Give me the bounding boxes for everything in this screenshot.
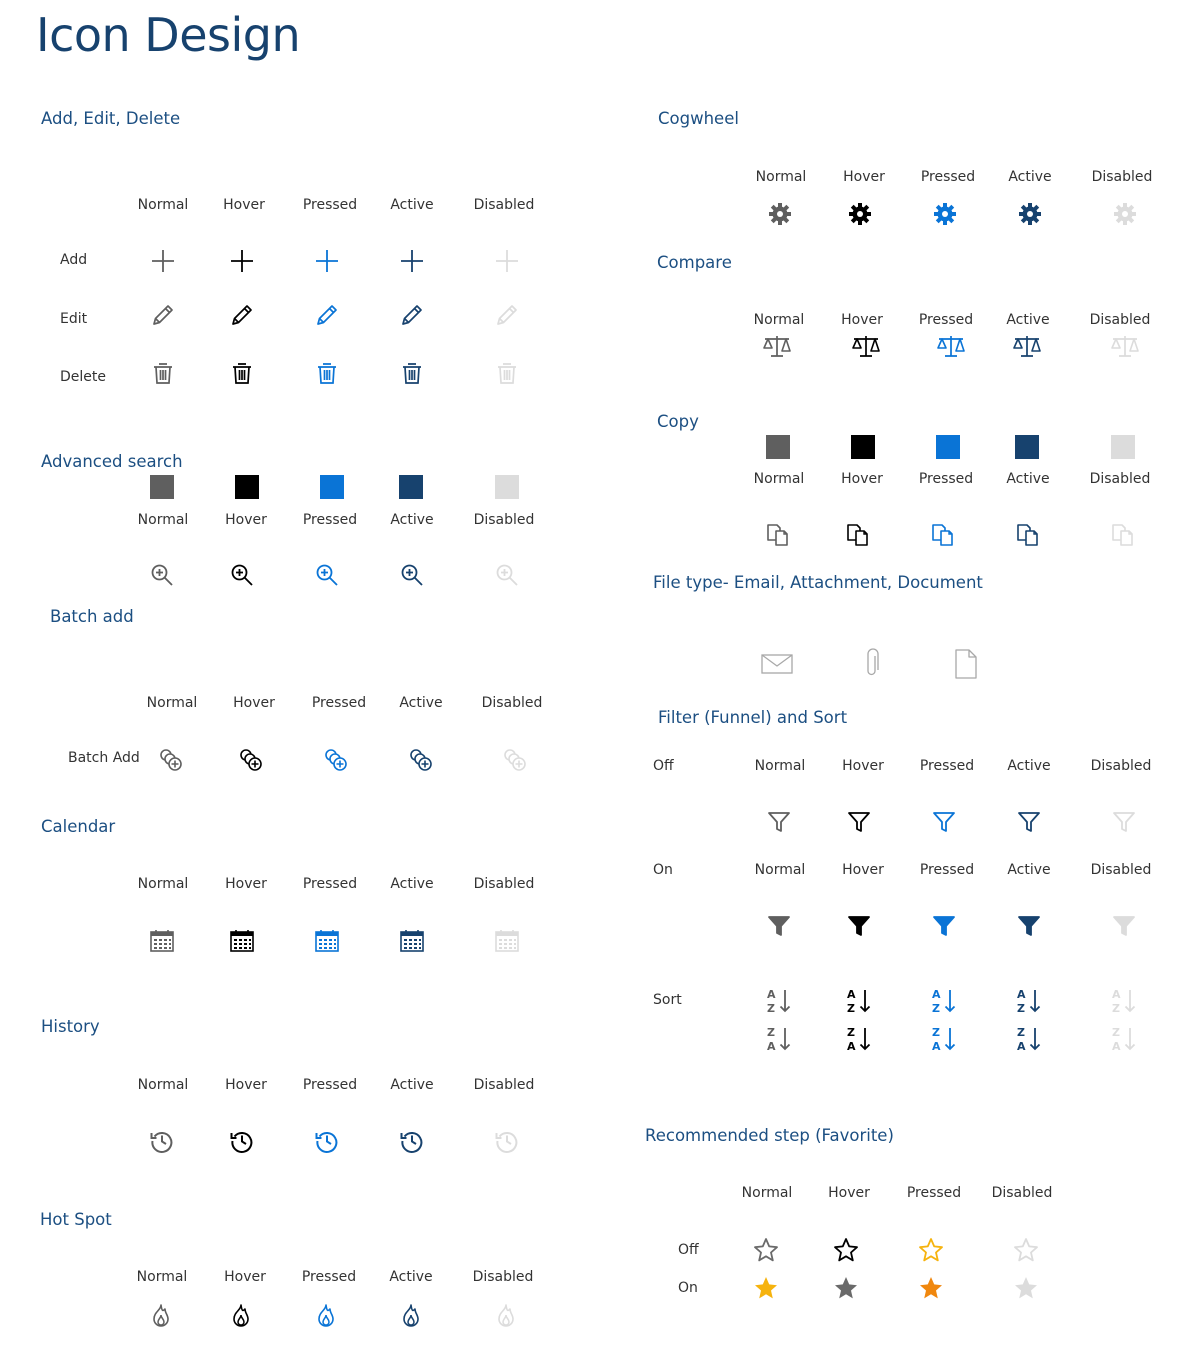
advanced-search-swatch-pressed: [320, 475, 344, 499]
flame-icon: [149, 1303, 173, 1334]
state-label-normal: Normal: [137, 1077, 189, 1093]
sort-descending-icon: [766, 1025, 792, 1058]
email-icon: [760, 652, 794, 681]
state-label-normal: Normal: [754, 758, 806, 774]
state-label-hover: Hover: [841, 312, 883, 328]
zoom-in-icon: [149, 562, 175, 593]
section-title-filter-sort: Filter (Funnel) and Sort: [658, 708, 848, 727]
star-filled-icon: [753, 1275, 779, 1306]
sort-descending-icon: [1111, 1025, 1137, 1058]
scales-icon: [936, 334, 966, 363]
svg-text:A: A: [1017, 988, 1026, 1001]
star-outline-icon: [753, 1237, 779, 1268]
copy-icon: [765, 522, 791, 553]
state-label-active: Active: [1006, 471, 1050, 487]
state-label-active: Active: [390, 512, 434, 528]
flame-icon: [494, 1303, 518, 1334]
sort-descending-icon: [931, 1025, 957, 1058]
batch-add-icon: [323, 747, 349, 778]
scales-icon: [762, 334, 792, 363]
section-title-advanced-search: Advanced search: [41, 452, 183, 471]
sort-ascending-icon: [1111, 987, 1137, 1020]
section-title-favorite: Recommended step (Favorite): [645, 1126, 894, 1145]
copy-icon: [845, 522, 871, 553]
plus-icon: [229, 248, 255, 279]
state-label-normal: Normal: [755, 169, 807, 185]
gear-icon: [1113, 202, 1137, 231]
page-title: Icon Design: [36, 8, 301, 62]
funnel-outline-icon: [1017, 810, 1041, 839]
plus-icon: [494, 248, 520, 279]
sort-ascending-icon: [1016, 987, 1042, 1020]
state-label-normal: Normal: [137, 197, 189, 213]
advanced-search-swatch-active: [399, 475, 423, 499]
state-label-hover: Hover: [233, 695, 275, 711]
state-label-hover: Hover: [842, 758, 884, 774]
row-label-edit: Edit: [60, 311, 88, 327]
svg-text:A: A: [767, 1040, 776, 1053]
gear-icon: [1018, 202, 1042, 231]
flame-icon: [399, 1303, 423, 1334]
state-label-hover: Hover: [225, 876, 267, 892]
funnel-filled-icon: [932, 914, 956, 943]
state-label-hover: Hover: [842, 862, 884, 878]
state-label-disabled: Disabled: [473, 1077, 535, 1093]
svg-text:Z: Z: [767, 1026, 775, 1039]
svg-text:Z: Z: [1112, 1026, 1120, 1039]
state-label-pressed: Pressed: [919, 758, 975, 774]
state-label-normal: Normal: [753, 312, 805, 328]
trash-icon: [494, 360, 520, 391]
row-label-filter-off: Off: [653, 758, 674, 774]
advanced-search-swatch-hover: [235, 475, 259, 499]
state-label-pressed: Pressed: [919, 862, 975, 878]
copy-swatch-normal: [766, 435, 790, 459]
state-label-pressed: Pressed: [311, 695, 367, 711]
state-label-disabled: Disabled: [1090, 758, 1152, 774]
state-label-normal: Normal: [741, 1185, 793, 1201]
history-icon: [149, 1128, 175, 1159]
state-label-hover: Hover: [224, 1269, 266, 1285]
state-label-normal: Normal: [754, 862, 806, 878]
state-label-active: Active: [390, 1077, 434, 1093]
calendar-icon: [314, 928, 340, 959]
zoom-in-icon: [229, 562, 255, 593]
state-label-hover: Hover: [223, 197, 265, 213]
funnel-outline-icon: [1112, 810, 1136, 839]
scales-icon: [1012, 334, 1042, 363]
gear-icon: [933, 202, 957, 231]
row-label-favorite-on: On: [678, 1280, 698, 1296]
zoom-in-icon: [494, 562, 520, 593]
state-label-disabled: Disabled: [1090, 862, 1152, 878]
state-label-pressed: Pressed: [302, 1077, 358, 1093]
funnel-filled-icon: [847, 914, 871, 943]
advanced-search-swatch-normal: [150, 475, 174, 499]
state-label-active: Active: [1008, 169, 1052, 185]
state-label-pressed: Pressed: [301, 1269, 357, 1285]
state-label-hover: Hover: [225, 512, 267, 528]
sort-ascending-icon: [931, 987, 957, 1020]
row-label-delete: Delete: [60, 369, 106, 385]
funnel-filled-icon: [1112, 914, 1136, 943]
state-label-pressed: Pressed: [302, 876, 358, 892]
svg-text:A: A: [1017, 1040, 1026, 1053]
scales-icon: [851, 334, 881, 363]
copy-swatch-hover: [851, 435, 875, 459]
copy-swatch-disabled: [1111, 435, 1135, 459]
state-label-active: Active: [1007, 862, 1051, 878]
pencil-icon: [229, 302, 255, 333]
funnel-outline-icon: [932, 810, 956, 839]
trash-icon: [229, 360, 255, 391]
svg-text:Z: Z: [767, 1002, 775, 1015]
svg-text:A: A: [1112, 1040, 1121, 1053]
calendar-icon: [149, 928, 175, 959]
svg-text:A: A: [932, 988, 941, 1001]
funnel-outline-icon: [847, 810, 871, 839]
star-filled-icon: [833, 1275, 859, 1306]
sort-descending-icon: [846, 1025, 872, 1058]
batch-add-icon: [158, 747, 184, 778]
flame-icon: [314, 1303, 338, 1334]
state-label-normal: Normal: [146, 695, 198, 711]
pencil-icon: [494, 302, 520, 333]
gear-icon: [848, 202, 872, 231]
history-icon: [494, 1128, 520, 1159]
row-label-favorite-off: Off: [678, 1242, 699, 1258]
trash-icon: [150, 360, 176, 391]
state-label-disabled: Disabled: [473, 512, 535, 528]
state-label-active: Active: [389, 1269, 433, 1285]
scales-icon: [1110, 334, 1140, 363]
star-outline-icon: [833, 1237, 859, 1268]
row-label-add: Add: [60, 252, 88, 268]
star-filled-icon: [1013, 1275, 1039, 1306]
svg-text:A: A: [847, 988, 856, 1001]
state-label-disabled: Disabled: [472, 1269, 534, 1285]
pencil-icon: [314, 302, 340, 333]
calendar-icon: [399, 928, 425, 959]
plus-icon: [150, 248, 176, 279]
calendar-icon: [229, 928, 255, 959]
funnel-outline-icon: [767, 810, 791, 839]
sort-ascending-icon: [766, 987, 792, 1020]
flame-icon: [229, 1303, 253, 1334]
trash-icon: [314, 360, 340, 391]
state-label-active: Active: [390, 197, 434, 213]
state-label-pressed: Pressed: [302, 197, 358, 213]
plus-icon: [314, 248, 340, 279]
history-icon: [229, 1128, 255, 1159]
state-label-disabled: Disabled: [1091, 169, 1153, 185]
section-title-compare: Compare: [657, 253, 732, 272]
state-label-disabled: Disabled: [473, 876, 535, 892]
history-icon: [399, 1128, 425, 1159]
row-label-filter-on: On: [653, 862, 673, 878]
section-title-history: History: [41, 1017, 100, 1036]
state-label-pressed: Pressed: [918, 312, 974, 328]
state-label-pressed: Pressed: [906, 1185, 962, 1201]
copy-swatch-pressed: [936, 435, 960, 459]
svg-text:A: A: [932, 1040, 941, 1053]
svg-text:Z: Z: [1112, 1002, 1120, 1015]
state-label-pressed: Pressed: [302, 512, 358, 528]
state-label-hover: Hover: [828, 1185, 870, 1201]
section-title-calendar: Calendar: [41, 817, 116, 836]
state-label-disabled: Disabled: [991, 1185, 1053, 1201]
state-label-disabled: Disabled: [1089, 312, 1151, 328]
copy-icon: [1015, 522, 1041, 553]
section-title-file-type: File type- Email, Attachment, Document: [653, 573, 983, 592]
row-label-sort: Sort: [653, 992, 682, 1008]
section-title-hot-spot: Hot Spot: [40, 1210, 112, 1229]
state-label-active: Active: [390, 876, 434, 892]
state-label-disabled: Disabled: [1089, 471, 1151, 487]
copy-swatch-active: [1015, 435, 1039, 459]
pencil-icon: [150, 302, 176, 333]
svg-text:Z: Z: [847, 1026, 855, 1039]
state-label-normal: Normal: [137, 876, 189, 892]
section-title-copy: Copy: [657, 412, 699, 431]
svg-text:Z: Z: [932, 1026, 940, 1039]
star-outline-icon: [1013, 1237, 1039, 1268]
sort-descending-icon: [1016, 1025, 1042, 1058]
svg-text:A: A: [847, 1040, 856, 1053]
document-icon: [953, 648, 979, 685]
state-label-pressed: Pressed: [918, 471, 974, 487]
paperclip-icon: [862, 648, 882, 685]
row-label-batch-add: Batch Add: [68, 750, 140, 766]
svg-text:Z: Z: [1017, 1002, 1025, 1015]
svg-text:Z: Z: [932, 1002, 940, 1015]
star-outline-icon: [918, 1237, 944, 1268]
svg-text:A: A: [767, 988, 776, 1001]
history-icon: [314, 1128, 340, 1159]
star-filled-icon: [918, 1275, 944, 1306]
state-label-active: Active: [1007, 758, 1051, 774]
svg-text:A: A: [1112, 988, 1121, 1001]
state-label-hover: Hover: [843, 169, 885, 185]
copy-icon: [930, 522, 956, 553]
section-title-batch-add: Batch add: [50, 607, 134, 626]
state-label-active: Active: [1006, 312, 1050, 328]
zoom-in-icon: [399, 562, 425, 593]
state-label-hover: Hover: [841, 471, 883, 487]
state-label-normal: Normal: [136, 1269, 188, 1285]
calendar-icon: [494, 928, 520, 959]
funnel-filled-icon: [767, 914, 791, 943]
state-label-disabled: Disabled: [481, 695, 543, 711]
advanced-search-swatch-disabled: [495, 475, 519, 499]
section-title-add-edit-delete: Add, Edit, Delete: [41, 109, 181, 128]
state-label-pressed: Pressed: [920, 169, 976, 185]
batch-add-icon: [238, 747, 264, 778]
gear-icon: [768, 202, 792, 231]
zoom-in-icon: [314, 562, 340, 593]
trash-icon: [399, 360, 425, 391]
section-title-cogwheel: Cogwheel: [658, 109, 739, 128]
funnel-filled-icon: [1017, 914, 1041, 943]
state-label-disabled: Disabled: [473, 197, 535, 213]
pencil-icon: [399, 302, 425, 333]
batch-add-icon: [502, 747, 528, 778]
state-label-normal: Normal: [753, 471, 805, 487]
copy-icon: [1110, 522, 1136, 553]
sort-ascending-icon: [846, 987, 872, 1020]
state-label-active: Active: [399, 695, 443, 711]
state-label-normal: Normal: [137, 512, 189, 528]
batch-add-icon: [408, 747, 434, 778]
svg-text:Z: Z: [847, 1002, 855, 1015]
state-label-hover: Hover: [225, 1077, 267, 1093]
svg-text:Z: Z: [1017, 1026, 1025, 1039]
plus-icon: [399, 248, 425, 279]
